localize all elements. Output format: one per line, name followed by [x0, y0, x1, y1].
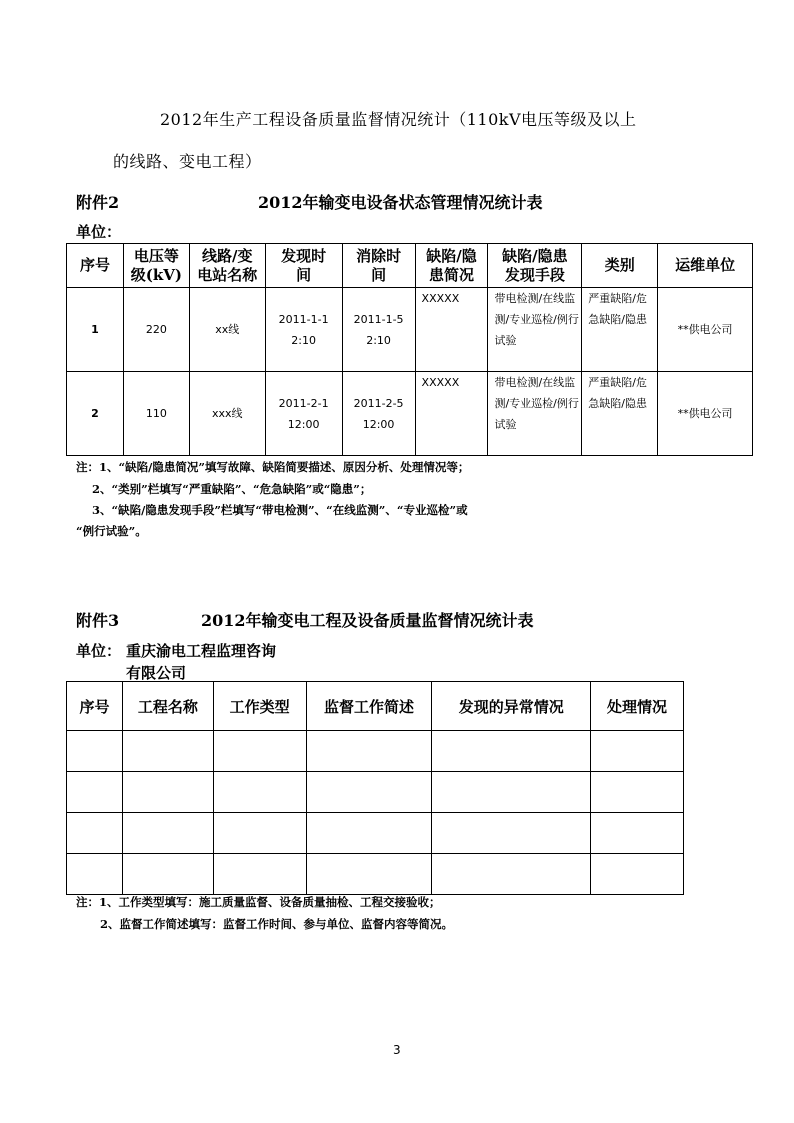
- doc-title-line-2: 的线路、变电工程）: [113, 152, 262, 171]
- empty-cell: [213, 772, 306, 813]
- attach2-note-3: 3、“缺陷/隐患发现手段”栏填写“带电检测”、“在线监测”、“专业巡检”或: [92, 503, 468, 517]
- attach2-note-4: “例行试验”。: [76, 524, 147, 538]
- table-row: [67, 372, 753, 456]
- table-row: [67, 772, 684, 813]
- row-voltage: 110: [123, 372, 189, 456]
- attach2-unit-label: 单位：: [76, 223, 122, 241]
- empty-cell: [213, 854, 306, 895]
- equipment-status-table: [66, 243, 753, 456]
- attach3-title: 2012年输变电工程及设备质量监督情况统计表: [201, 611, 534, 630]
- attach3-note-2: 2、监督工作简述填写：监督工作时间、参与单位、监督内容等简况。: [100, 917, 453, 931]
- empty-cell: [122, 813, 213, 854]
- header-cell: 序号: [67, 244, 124, 288]
- empty-cell: [591, 813, 684, 854]
- attach3-unit-label: 单位：: [76, 642, 122, 660]
- empty-cell: [432, 731, 591, 772]
- empty-cell: [306, 772, 432, 813]
- table-row: [67, 288, 753, 372]
- row-found-time: 2011-1-1 2:10: [265, 288, 342, 372]
- header-cell: 发现的异常情况: [432, 682, 591, 731]
- row-category: 严重缺陷/危急缺陷/隐患: [582, 372, 658, 456]
- attach2-label: 附件2: [76, 193, 120, 212]
- header-cell: 处理情况: [591, 682, 684, 731]
- table-header-row: [67, 682, 684, 731]
- header-cell: 序号: [67, 682, 123, 731]
- header-cell: 发现时 间: [265, 244, 342, 288]
- row-cleared-time: 2011-1-5 2:10: [342, 288, 415, 372]
- row-found-time: 2011-2-1 12:00: [265, 372, 342, 456]
- row-name: xx线: [189, 288, 265, 372]
- attach3-unit-name-2: 有限公司: [126, 664, 187, 682]
- attach3-note-1: 注：1、工作类型填写：施工质量监督、设备质量抽检、工程交接验收；: [76, 895, 441, 909]
- header-cell: 电压等 级(kV): [123, 244, 189, 288]
- empty-cell: [67, 813, 123, 854]
- row-cleared-time: 2011-2-5 12:00: [342, 372, 415, 456]
- row-category: 严重缺陷/危急缺陷/隐患: [582, 288, 658, 372]
- row-name: xxx线: [189, 372, 265, 456]
- empty-cell: [67, 854, 123, 895]
- row-unit: **供电公司: [658, 288, 753, 372]
- empty-cell: [122, 772, 213, 813]
- quality-supervision-table: [66, 681, 684, 895]
- empty-cell: [591, 772, 684, 813]
- header-cell: 工作类型: [213, 682, 306, 731]
- row-method: 带电检测/在线监测/专业巡检/例行试验: [488, 372, 582, 456]
- empty-cell: [306, 731, 432, 772]
- page-number: 3: [393, 1043, 401, 1057]
- row-summary: XXXXX: [415, 288, 488, 372]
- row-summary: XXXXX: [415, 372, 488, 456]
- empty-cell: [213, 813, 306, 854]
- empty-cell: [122, 854, 213, 895]
- empty-cell: [67, 772, 123, 813]
- header-cell: 缺陷/隐患 发现手段: [488, 244, 582, 288]
- row-no: 1: [67, 288, 124, 372]
- empty-cell: [306, 854, 432, 895]
- empty-cell: [306, 813, 432, 854]
- table-row: [67, 854, 684, 895]
- header-cell: 缺陷/隐 患简况: [415, 244, 488, 288]
- attach2-note-2: 2、“类别”栏填写“严重缺陷”、“危急缺陷”或“隐患”；: [92, 482, 372, 496]
- empty-cell: [213, 731, 306, 772]
- table-row: [67, 813, 684, 854]
- row-unit: **供电公司: [658, 372, 753, 456]
- attach3-label: 附件3: [76, 611, 120, 630]
- table-header-row: [67, 244, 753, 288]
- table-row: [67, 731, 684, 772]
- empty-cell: [591, 854, 684, 895]
- header-cell: 消除时 间: [342, 244, 415, 288]
- header-cell: 运维单位: [658, 244, 753, 288]
- empty-cell: [432, 772, 591, 813]
- header-cell: 线路/变 电站名称: [189, 244, 265, 288]
- empty-cell: [591, 731, 684, 772]
- attach2-title: 2012年输变电设备状态管理情况统计表: [258, 193, 543, 212]
- empty-cell: [122, 731, 213, 772]
- empty-cell: [432, 854, 591, 895]
- row-voltage: 220: [123, 288, 189, 372]
- attach3-unit-name: 重庆渝电工程监理咨询: [126, 642, 277, 660]
- header-cell: 监督工作简述: [306, 682, 432, 731]
- header-cell: 工程名称: [122, 682, 213, 731]
- doc-title-line-1: 2012年生产工程设备质量监督情况统计（110kV电压等级及以上: [160, 110, 637, 129]
- row-no: 2: [67, 372, 124, 456]
- empty-cell: [67, 731, 123, 772]
- empty-cell: [432, 813, 591, 854]
- header-cell: 类别: [582, 244, 658, 288]
- attach2-note-1: 注：1、“缺陷/隐患简况”填写故障、缺陷简要描述、原因分析、处理情况等；: [76, 460, 470, 474]
- row-method: 带电检测/在线监测/专业巡检/例行试验: [488, 288, 582, 372]
